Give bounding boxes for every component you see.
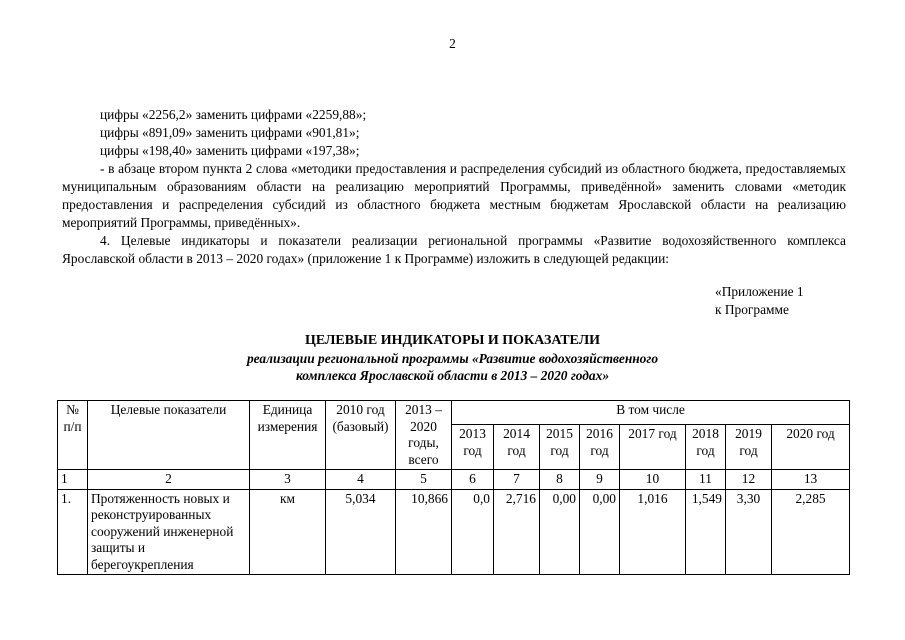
- header-cell: 2013 – 2020 годы, всего: [396, 401, 452, 470]
- column-number: 4: [326, 470, 396, 490]
- text-line: цифры «198,40» заменить цифрами «197,38»;: [100, 143, 360, 158]
- value-cell: 2,716: [494, 489, 540, 575]
- column-number: 3: [250, 470, 326, 490]
- text-paragraph: - в абзаце втором пункта 2 слова «методики предоставления и распределения субсидий из областного бюджета, предоставляемых муниципальным образованиям области на реализацию мероприятий Программы, приведённой» заменить словами «методик предоставления и распределения субсидий из областного бюджета местным бюджетам Ярославской области на реализацию мероприятий Программы, приведённых».: [62, 161, 846, 230]
- body-text: [62, 106, 846, 160]
- year-header: 2017 год: [620, 425, 686, 470]
- year-header: 2019 год: [726, 425, 772, 470]
- table-title: ЦЕЛЕВЫЕ ИНДИКАТОРЫ И ПОКАЗАТЕЛИ: [304, 333, 601, 348]
- row-number: 1.: [58, 489, 88, 575]
- unit-cell: км: [250, 489, 326, 575]
- year-header: 2016 год: [580, 425, 620, 470]
- value-cell: 10,866: [396, 489, 452, 575]
- column-number-row: [58, 470, 850, 490]
- year-header: 2015 год: [540, 425, 580, 470]
- annex-line: к Программе: [715, 302, 789, 317]
- header-cell: № п/п: [58, 401, 88, 470]
- value-cell: 1,016: [620, 489, 686, 575]
- column-number: 13: [772, 470, 850, 490]
- column-number: 12: [726, 470, 772, 490]
- column-number: 7: [494, 470, 540, 490]
- value-cell: 5,034: [326, 489, 396, 575]
- annex-label: [715, 283, 804, 319]
- header-row: [58, 401, 850, 425]
- header-cell: Единица измерения: [250, 401, 326, 470]
- column-number: 10: [620, 470, 686, 490]
- table-subtitle: комплекса Ярославской области в 2013 – 2020 годах»: [295, 368, 610, 383]
- text-paragraph: 4. Целевые индикаторы и показатели реализации региональной программы «Развитие водохозяйственного комплекса Ярославской области в 2013 – 2020 годах» (приложение 1 к Программе) изложить в следующей редакции:: [62, 233, 846, 266]
- table-subtitle: реализации региональной программы «Развитие водохозяйственного: [246, 351, 659, 366]
- column-number: 2: [88, 470, 250, 490]
- value-cell: 3,30: [726, 489, 772, 575]
- year-header: 2020 год: [772, 425, 850, 470]
- column-number: 5: [396, 470, 452, 490]
- value-cell: 0,00: [580, 489, 620, 575]
- year-header: 2014 год: [494, 425, 540, 470]
- value-cell: 2,285: [772, 489, 850, 575]
- text-line: цифры «891,09» заменить цифрами «901,81»;: [100, 125, 360, 140]
- column-number: 6: [452, 470, 494, 490]
- column-number: 9: [580, 470, 620, 490]
- header-cell: 2010 год (базовый): [326, 401, 396, 470]
- year-header: 2018 год: [686, 425, 726, 470]
- year-header: 2013 год: [452, 425, 494, 470]
- header-cell: Целевые показатели: [88, 401, 250, 470]
- value-cell: 0,0: [452, 489, 494, 575]
- text-line: цифры «2256,2» заменить цифрами «2259,88»;: [100, 107, 367, 122]
- indicator-name: Протяженность новых и реконструированных сооружений инженерной защиты и берегоукрепления: [88, 489, 250, 575]
- table-row: [58, 489, 850, 575]
- header-cell: В том числе: [452, 401, 850, 425]
- column-number: 8: [540, 470, 580, 490]
- column-number: 11: [686, 470, 726, 490]
- page-number: 2: [449, 36, 456, 51]
- value-cell: 1,549: [686, 489, 726, 575]
- value-cell: 0,00: [540, 489, 580, 575]
- column-number: 1: [58, 470, 88, 490]
- indicators-table: [57, 400, 850, 575]
- annex-line: «Приложение 1: [715, 284, 804, 299]
